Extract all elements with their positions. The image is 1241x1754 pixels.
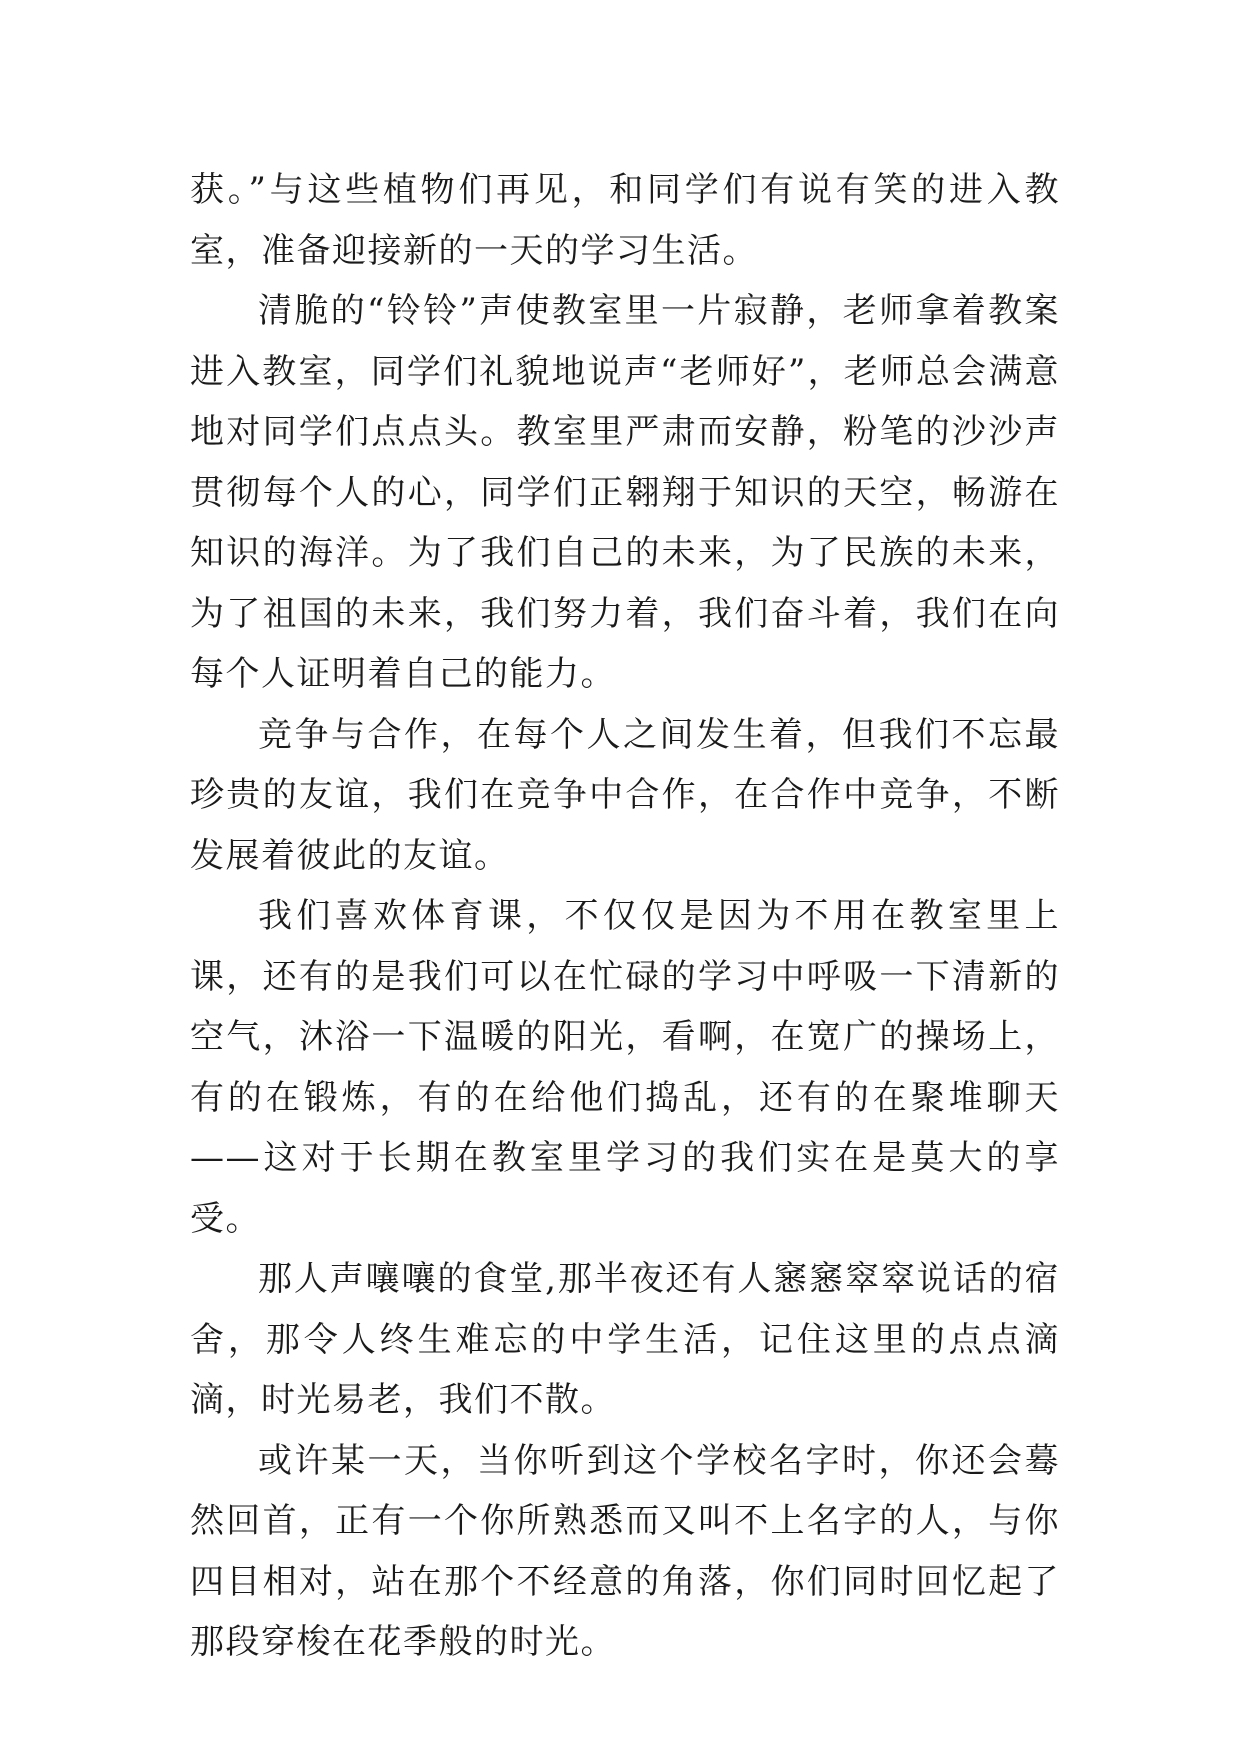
paragraph-3: 竞争与合作，在每个人之间发生着，但我们不忘最珍贵的友谊，我们在竞争中合作，在合作中竞争，不断发展着彼此的友谊。 xyxy=(190,714,1060,876)
paragraph-2: 清脆的“铃铃”声使教室里一片寂静，老师拿着教案进入教室，同学们礼貌地说声“老师好”，老师总会满意地对同学们点点头。教室里严肃而安静，粉笔的沙沙声贯彻每个人的心，同学们正翱翔于知识的天空，畅游在知识的海洋。为了我们自己的未来，为了民族的未来，为了祖国的未来，我们努力着，我们奋斗着，我们在向每个人证明着自己的能力。 xyxy=(190,291,1060,694)
paragraph-6: 或许某一天，当你听到这个学校名字时，你还会蓦然回首，正有一个你所熟悉而又叫不上名字的人，与你四目相对，站在那个不经意的角落，你们同时回忆起了那段穿梭在花季般的时光。 xyxy=(190,1440,1060,1662)
paragraph-4: 我们喜欢体育课，不仅仅是因为不用在教室里上课，还有的是我们可以在忙碌的学习中呼吸一下清新的空气，沐浴一下温暖的阳光，看啊，在宽广的操场上，有的在锻炼，有的在给他们捣乱，还有的在聚堆聊天——这对于长期在教室里学习的我们实在是莫大的享受。 xyxy=(190,896,1060,1239)
document-body xyxy=(190,160,1060,1673)
paragraph-1: 获。”与这些植物们再见，和同学们有说有笑的进入教室，准备迎接新的一天的学习生活。 xyxy=(190,170,1060,271)
paragraph-5: 那人声嚷嚷的食堂,那半夜还有人窸窸窣窣说话的宿舍，那令人终生难忘的中学生活，记住这里的点点滴滴，时光易老，我们不散。 xyxy=(190,1259,1060,1420)
